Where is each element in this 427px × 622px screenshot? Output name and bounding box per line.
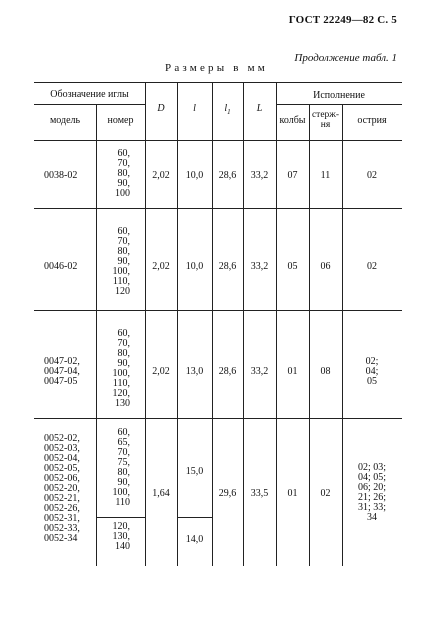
row4-l1: 29,6 — [218, 488, 237, 499]
row4-flask: 01 — [287, 488, 298, 499]
header-bottom-border — [34, 140, 402, 141]
row1-l1: 28,6 — [218, 170, 237, 181]
row-divider-2 — [34, 310, 402, 311]
number-split-line — [96, 517, 145, 518]
row3-flask: 01 — [287, 366, 298, 377]
row2-d: 2,02 — [152, 261, 170, 272]
l-split-line — [177, 517, 212, 518]
row4-shank: 02 — [320, 488, 331, 499]
row-divider-3 — [34, 418, 402, 419]
designation-divider — [34, 104, 145, 105]
row4-numbers-b: 120, 130, 140 — [112, 521, 130, 552]
row1-numbers: 60, 70, 80, 90, 100 — [115, 148, 130, 199]
row4-d: 1,64 — [152, 488, 170, 499]
col-line-d — [177, 82, 178, 566]
standard-header: ГОСТ 22249—82 С. 5 — [288, 14, 397, 26]
row4-bigl: 33,5 — [250, 488, 269, 499]
row4-numbers-a: 60, 65, 70, 75, 80, 90, 100, 110 — [112, 427, 130, 508]
row4-l-a: 15,0 — [185, 466, 204, 477]
header-designation: Обозначение иглы — [50, 89, 129, 100]
header-d: D — [157, 103, 165, 114]
row2-flask: 05 — [287, 261, 298, 272]
row1-l: 10,0 — [185, 170, 204, 181]
header-l1: $l_1$ — [224, 103, 231, 116]
row3-l: 13,0 — [185, 366, 204, 377]
row4-models: 0052-02, 0052-03, 0052-04, 0052-05, 0052-06, 0052-20, 0052-21, 0052-26, 0052-31, 0052-33, 0052-34 — [44, 433, 80, 544]
row4-point: 02; 03; 04; 05; 06; 20; 21; 26; 31; 33; 34 — [357, 462, 387, 523]
header-flask: колбы — [279, 115, 306, 126]
row3-d: 2,02 — [152, 366, 170, 377]
row3-l1: 28,6 — [218, 366, 237, 377]
row2-l: 10,0 — [185, 261, 204, 272]
execution-divider — [276, 104, 402, 105]
header-shank: стерж- ня — [311, 110, 340, 130]
row2-model: 0046-02 — [44, 261, 78, 272]
row2-l1: 28,6 — [218, 261, 237, 272]
row1-shank: 11 — [320, 170, 331, 181]
header-bigl: L — [256, 103, 263, 114]
row1-flask: 07 — [287, 170, 298, 181]
row1-point: 02 — [367, 170, 377, 181]
row2-numbers: 60, 70, 80, 90, 100, 110, 120 — [112, 226, 130, 297]
row2-point: 02 — [367, 261, 377, 272]
row2-bigl: 33,2 — [250, 261, 269, 272]
row1-bigl: 33,2 — [250, 170, 269, 181]
header-execution: Исполнение — [313, 90, 365, 101]
row3-point: 02; 04; 05 — [365, 356, 379, 387]
header-number: номер — [107, 115, 134, 126]
dimensions-label: Размеры в мм — [165, 62, 268, 74]
row3-numbers: 60, 70, 80, 90, 100, 110, 120, 130 — [112, 328, 130, 409]
row1-d: 2,02 — [152, 170, 170, 181]
header-model: модель — [49, 115, 81, 126]
row3-bigl: 33,2 — [250, 366, 269, 377]
continuation-label: Продолжение табл. 1 — [294, 52, 397, 64]
row4-l-b: 14,0 — [185, 534, 204, 545]
row1-model: 0038-02 — [44, 170, 78, 181]
row3-models: 0047-02, 0047-04, 0047-05 — [44, 356, 80, 387]
row-divider-1 — [34, 208, 402, 209]
row2-shank: 06 — [320, 261, 331, 272]
header-point: острия — [357, 115, 387, 126]
row3-shank: 08 — [320, 366, 331, 377]
table-top-border — [34, 82, 402, 83]
header-l: l — [193, 103, 196, 114]
